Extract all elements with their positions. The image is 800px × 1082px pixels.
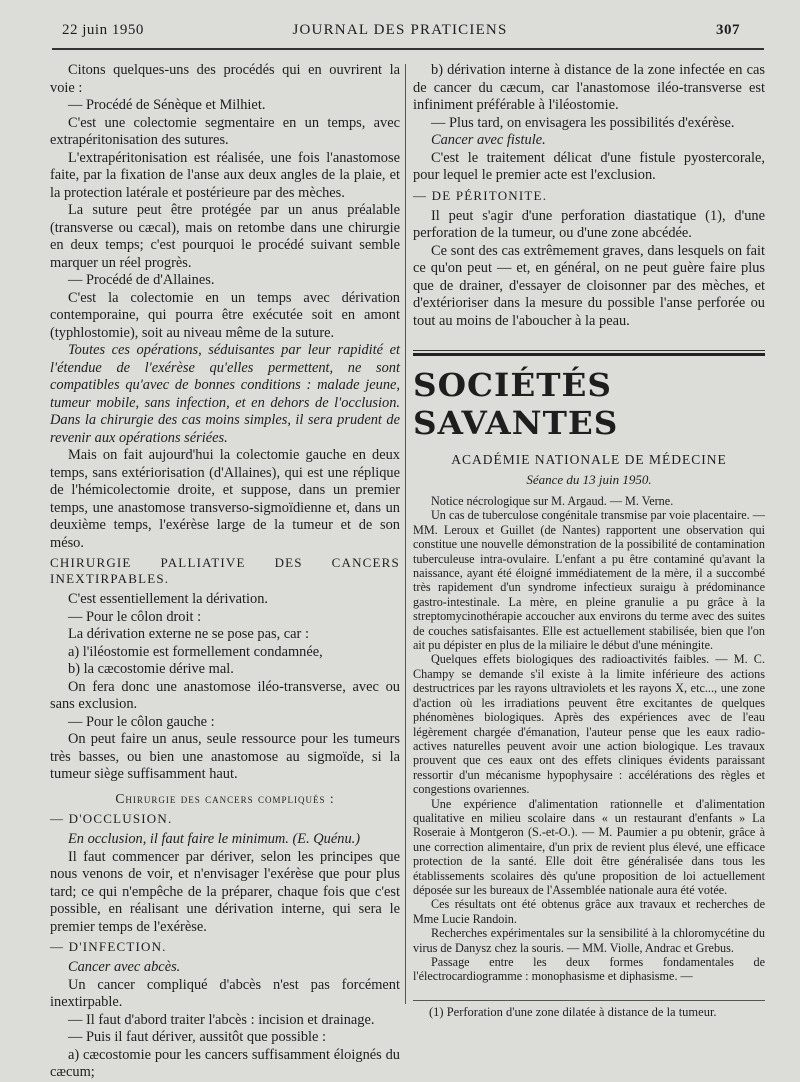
paragraph: Mais on fait aujourd'hui la colectomie gauche en deux temps, sans extériorisation (d'Allaines), qui est une réplique de l'hémicolectomie droite, et suppose, dans un premier temps, une anastomose transverso-sigmoïdienne et, dans un deuxième temps, l'exérèse large de la tumeur et de son méso. [50,447,400,551]
paragraph: On peut faire un anus, seule ressource pour les tumeurs très basses, ou bien une anastomose au sigmoïde, si la tumeur siège suffisamment haut. [50,731,400,782]
paragraph: C'est la colectomie en un temps avec dérivation contemporaine, qui pourra être exécutée soit en amont (typhlostomie), soit au niveau même de la suture. [50,289,400,341]
report-item: Un cas de tuberculose congénitale transmise par voie placentaire. — MM. Leroux et Guillet (de Nantes) rapportent une observation qui constitue une nouvelle démonstration de la possibilité de contamination tuberculeuse intra-ovulaire. L'enfant a pu être contaminé qu'avant la naissance, ayant été éloigné immédiatement de la mère, il a succombé très rapidement d'un syndrome infectieux suraigu à prédominance gastro-intestinale. La mère, en pleine granulie a pu grâce à la streptomycinothérapie accoucher aux environs du terme avec des suites de couches satisfaisantes. Elle est actuellement stabilisée, bien que l'on ait pu dépister en plus de la miliaire le début d'une méningite. [413,508,765,653]
list-item: a) l'iléostomie est formellement condamnée, [68,643,323,660]
procedure-heading: — Procédé de Sénèque et Milhiet. [68,97,266,113]
report-item: Passage entre les deux formes fondamentales de l'électrocardiogramme : monophasisme et diphasisme. — [413,955,765,984]
paragraph: C'est le traitement délicat d'une fistule pyostercorale, pour lequel le premier acte est l'exclusion. [413,149,765,183]
list-item: b) dérivation interne à distance de la zone infectée en cas de cancer du cæcum, car l'anastomose iléo-transverse est infiniment préférable à l'iléostomie. [413,62,765,113]
session-date: Séance du 13 juin 1950. [526,472,652,487]
paragraph: Ce sont des cas extrêmement graves, dans lesquels on fait ce qu'on peut — et, en général, on ne peut guère faire plus que de drainer, d'essayer de cloisonner par des mèches, et d'extérioriser dans la mesure du possible l'anse perforée ou tout au moins de l'aboucher à la peau. [413,242,765,329]
header-date: 22 juin 1950 [62,22,144,38]
report-item: Une expérience d'alimentation rationnelle et d'alimentation qualitative en milieu scolaire dans « un restaurant d'enfants » La Roseraie à Montgeron (S.-et-O.). — M. Paumier a pu obtenir, grâce à une correction alimentaire, d'un prix de revient plus élevé, une efficace protection de la santé. Elle doit être généralisée dans tous les établissements scolaires dès qu'une proposition de loi actuellement déposée sur les bureaux de l'Assemblée nationale aura été votée. [413,796,765,897]
paragraph: La suture peut être protégée par un anus préalable (transverse ou cæcal), mais on retombe dans une chirurgie en deux temps; c'est pourquoi le procédé suivant semble marquer un réel progrès. [50,202,400,271]
header-page-number: 307 [716,22,740,38]
section-heading: CHIRURGIE PALLIATIVE DES CANCERS INEXTIRPABLES. [50,555,400,586]
list-item: b) la cæcostomie dérive mal. [68,661,234,677]
societes-savantes-title: SOCIÉTÉS SAVANTES [413,366,619,442]
paragraph: C'est une colectomie segmentaire en un temps, avec extrapéritonisation des sutures. [50,114,400,148]
paragraph: L'extrapéritonisation est réalisée, une fois l'anastomose faite, par la fixation de l'anse aux deux angles de la plaie, et la protection latérale et postérieure par des mèches. [50,149,400,201]
report-item: Ces résultats ont été obtenus grâce aux travaux et recherches de Mme Lucie Randoin. [413,897,765,926]
section-heading: Chirurgie des cancers compliqués : [115,790,335,806]
italic-paragraph: Toutes ces opérations, séduisantes par leur rapidité et l'étendue de l'exérèse qu'elles permettent, ne sont compatibles qu'avec de bonnes conditions : malade jeune, tumeur mobile, sans infection, et en dehors de l'occlusion. Dans la chirurgie des cas moins simples, il sera prudent de revenir aux opérations sériées. [50,342,400,446]
paragraph: C'est essentiellement la dérivation. [68,591,269,607]
right-column [413,62,765,1020]
column-divider [405,64,406,1004]
paragraph: — Il faut d'abord traiter l'abcès : incision et drainage. [68,1011,375,1028]
header-journal-title: JOURNAL DES PRATICIENS [292,22,508,38]
report-item: Quelques effets biologiques des radioactivités faibles. — M. C. Champy se demande s'il existe à la limite inférieure des actions destructrices par les rayons ultraviolets et les rayons X, etc..., une zone d'action où les irradiations peuvent être excitantes de quelques phénomènes biologiques. Après des expériences avec de l'eau légèrement chargée d'émanation, l'auteur pense que les eaux radio-actives naturelles peuvent avoir une action biologique. Les travaux prouvent que ces eaux ont des effets cliniques évidents paraissant ressortir d'un mécanisme hypophysaire : accélérations des règles et congestions ovariennes. [413,652,765,797]
paragraph: — Plus tard, on envisagera les possibilités d'exérèse. [431,114,735,131]
procedure-heading: — Procédé de d'Allaines. [68,272,215,288]
paragraph: Il faut commencer par dériver, selon les principes que nous venons de voir, et n'envisager l'exérèse que pour plus tard; ce qui n'empêche de la préparer, chaque fois que c'est possible, en réalisant une dérivation interne, qui sera le premier temps de l'exérèse. [50,848,400,935]
footnote-rule [413,1000,765,1001]
subsection-heading: — D'OCCLUSION. [50,811,173,826]
paragraph: Il peut s'agir d'une perforation diastatique (1), d'une perforation de la tumeur, ou d'une zone abcédée. [413,207,765,241]
italic-paragraph: En occlusion, il faut faire le minimum. (E. Quénu.) [68,831,361,847]
italic-subheading: Cancer avec abcès. [68,959,181,975]
page-header [0,14,800,44]
paragraph: Un cancer compliqué d'abcès n'est pas forcément inextirpable. [50,976,400,1010]
section-rule [413,350,765,356]
academy-heading: ACADÉMIE NATIONALE DE MÉDECINE [451,452,727,467]
footnote: (1) Perforation d'une zone dilatée à distance de la tumeur. [429,1004,717,1019]
italic-subheading: Cancer avec fistule. [431,132,546,148]
list-item: a) cæcostomie pour les cancers suffisamment éloignés du cæcum; [50,1046,400,1080]
paragraph: On fera donc une anastomose iléo-transverse, avec ou sans exclusion. [50,678,400,712]
paragraph: Citons quelques-uns des procédés qui en ouvrirent la voie : [50,62,400,96]
left-column [50,62,400,1082]
subsection-heading: — D'INFECTION. [50,939,167,954]
paragraph: — Pour le côlon gauche : [68,713,215,730]
paragraph: La dérivation externe ne se pose pas, car : [68,626,309,642]
header-rule [52,48,764,50]
report-item: Notice nécrologique sur M. Argaud. — M. Verne. [431,494,674,508]
paragraph: — Puis il faut dériver, aussitôt que possible : [68,1029,327,1045]
subsection-heading: — DE PÉRITONITE. [413,187,548,203]
paragraph: — Pour le côlon droit : [68,608,202,625]
report-item: Recherches expérimentales sur la sensibilité à la chloromycétine du virus de Danysz chez la souris. — MM. Violle, Andrac et Grebus. [413,926,765,955]
